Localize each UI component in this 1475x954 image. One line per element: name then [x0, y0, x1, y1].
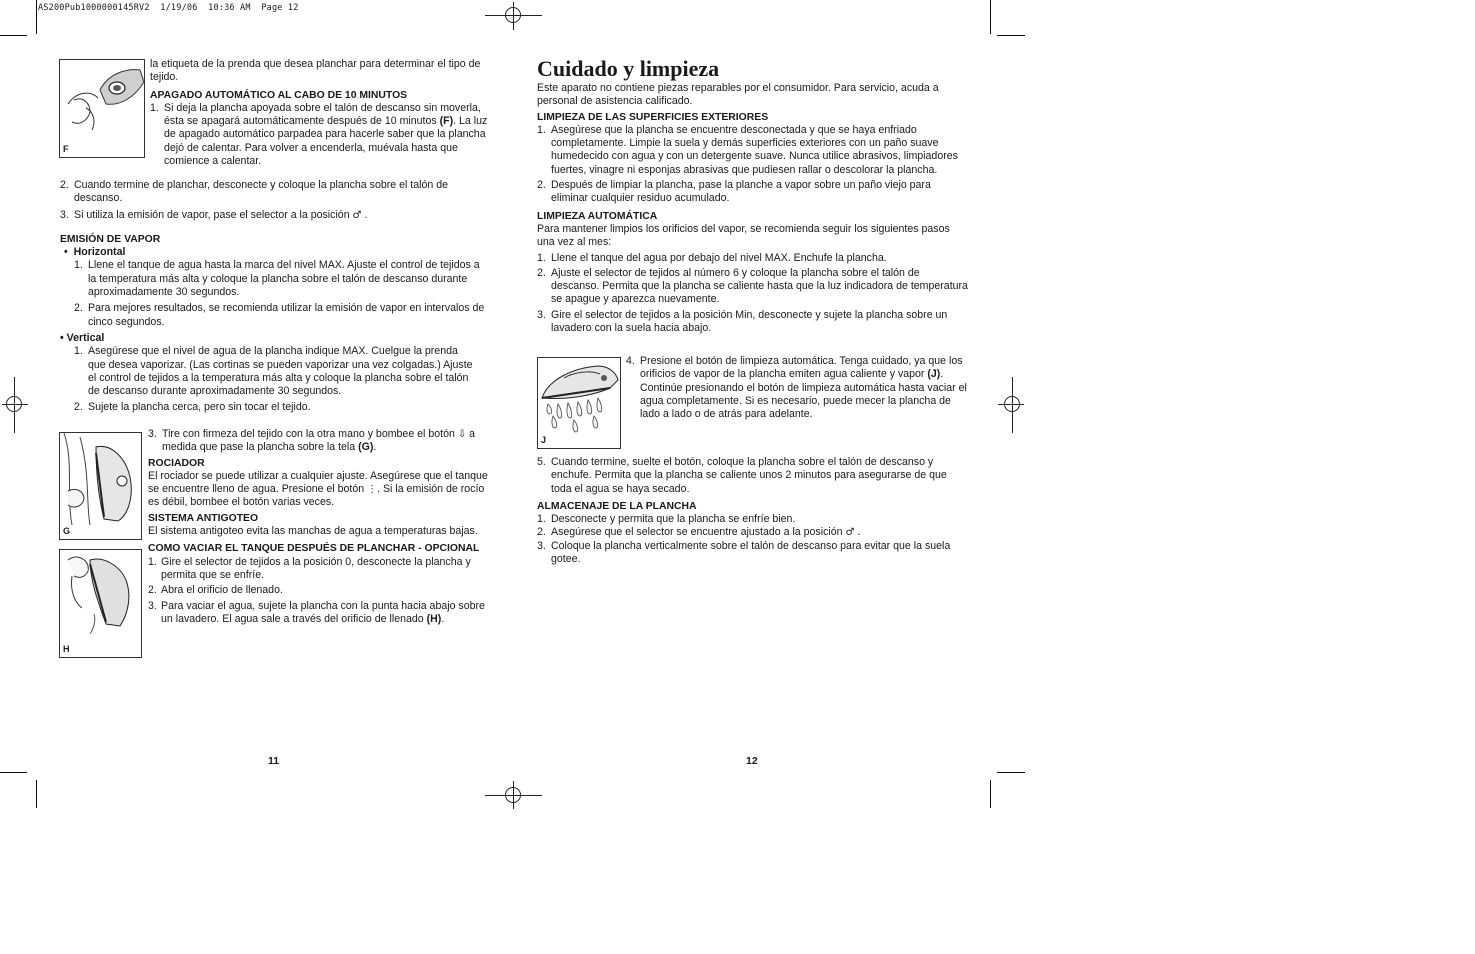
figure-g — [59, 432, 142, 540]
horizontal-list — [60, 259, 485, 328]
list-item: 1. Llene el tanque del agua por debajo del nivel MAX. Enchufe la plancha. — [537, 251, 887, 264]
list-item: 3. Coloque la plancha verticalmente sobre el talón de descanso para evitar que la suela gotee. — [537, 539, 951, 566]
crop-mark — [0, 772, 27, 773]
list-item: 2. Abra el orificio de llenado. — [148, 584, 283, 597]
crop-mark — [0, 35, 27, 36]
print-slug: AS200Pub1000000145RV2 1/19/06 10:36 AM Page 12 — [38, 3, 299, 13]
left-top-block — [150, 58, 490, 168]
left-mid-block — [148, 428, 488, 626]
body-text: Para mantener limpios los orificios del vapor, se recomienda seguir los siguientes pasos una vez al mes: — [537, 222, 950, 249]
figure-label: H — [63, 644, 70, 654]
list-item: 2. Después de limpiar la plancha, pase la planche a vapor sobre un paño viejo para eliminar cualquier residuo acumulado. — [537, 179, 931, 205]
section-heading: ALMACENAJE DE LA PLANCHA — [537, 500, 697, 512]
right-top-block — [537, 82, 969, 335]
vertical-steam-illustration — [60, 433, 141, 525]
page-number: 12 — [746, 755, 758, 767]
crop-mark — [36, 0, 37, 34]
section-heading: COMO VACIAR EL TANQUE DESPUÉS DE PLANCHAR - OPCIONAL — [148, 543, 480, 555]
subheading: • Vertical — [60, 331, 105, 344]
body-text: El sistema antigoteo evita las manchas de agua a temperaturas bajas. — [148, 525, 478, 538]
crop-mark — [997, 772, 1025, 773]
figure-f — [59, 59, 145, 158]
section-heading: EMISIÓN DE VAPOR — [60, 233, 161, 245]
list-item: 1. Gire el selector de tejidos a la posición 0, desconecte la plancha y permita que se enfríe. — [148, 555, 471, 581]
intro-text: la etiqueta de la prenda que desea planchar para determinar el tipo de tejido. — [150, 58, 481, 84]
figure-j — [537, 357, 621, 449]
page-title: Cuidado y limpieza — [537, 56, 720, 81]
list-item: 2. Cuando termine de planchar, desconecte y coloque la plancha sobre el talón de descanso. — [60, 179, 448, 205]
crop-mark — [997, 35, 1025, 36]
list-item: 1. Llene el tanque de agua hasta la marca del nivel MAX. Ajuste el control de tejidos a la temperatura más alta y coloque la plancha sobre el talón de descanso durante aproximadamente 30 segundos. — [74, 259, 480, 299]
page-number: 11 — [268, 755, 280, 767]
list-item: 5. Cuando termine, suelte el botón, coloque la plancha sobre el talón de descanso y enchufe. Permita que la plancha se caliente unos 2 minutos para asegurarse de que toda el agua se haya secado. — [537, 456, 947, 495]
section-heading: APAGADO AUTOMÁTICO AL CABO DE 10 MINUTOS — [150, 89, 408, 101]
section-heading: LIMPIEZA DE LAS SUPERFICIES EXTERIORES — [537, 111, 769, 123]
list-item: 1. Asegúrese que la plancha se encuentre desconectada y que se haya enfriado completamente. Limpie la suela y demás superficies exteriores con un paño suave humedecido con agua y con un detergente suave. Nunca utilice abrasivos, limpiadores fuertes, vinagre ni esponjas abrasivas que pudiesen rallar o descolorar la plancha. — [537, 123, 958, 176]
right-step4-block — [626, 355, 968, 421]
subheading: • Horizontal — [64, 246, 126, 259]
section-heading: LIMPIEZA AUTOMÁTICA — [537, 210, 658, 222]
section-heading: ROCIADOR — [148, 457, 205, 469]
burst-button-icon: ⇩ — [457, 429, 467, 440]
crop-mark — [990, 0, 991, 34]
figure-label: J — [541, 435, 547, 445]
list-item: 3. Gire el selector de tejidos a la posición Min, desconecte y sujete la plancha sobre un lavadero con la suela hacia abajo. — [537, 308, 948, 335]
list-item: 3. Para vaciar el agua, sujete la plancha con la punta hacia abajo sobre un lavadero. El agua sale a través del orificio de llenado (H). — [148, 599, 485, 625]
steam-symbol-icon: ♂ — [352, 209, 362, 221]
iron-dial-illustration — [60, 60, 144, 140]
list-item: 2. Sujete la plancha cerca, pero sin tocar el tejido. — [74, 401, 311, 414]
body-text: El rociador se puede utilizar a cualquier ajuste. Asegúrese que el tanque se encuentre lleno de agua. Presione el botón ⋮. Si la emisión de rocío es débil, bombee el botón varias veces. — [148, 469, 488, 509]
figure-h — [59, 549, 142, 658]
right-bottom-block — [537, 456, 969, 566]
list-item: 3. Tire con firmeza del tejido con la otra mano y bombee el botón ⇩ a medida que pase la plancha sobre la tela (G). — [148, 428, 476, 454]
figure-label: G — [63, 526, 71, 536]
steam-symbol-icon: ♂ — [845, 527, 855, 539]
crop-mark — [36, 780, 37, 808]
list-item: 4. Presione el botón de limpieza automática. Tenga cuidado, ya que los orificios de vapor de la plancha emiten agua caliente y vapor (J). Continúe presionando el botón de limpieza automática hasta vaciar el agua completamente. Si es necesario, puede mecer la plancha de lado a lado o de atrás para adelante. — [626, 355, 967, 421]
list-item: 1. Si deja la plancha apoyada sobre el talón de descanso sin moverla, ésta se apagará automáticamente después de 10 minutos (F). La luz de apagado automático parpadea para hacerle saber que la plancha dejó de calentar. Para volver a encenderla, muévala hasta que comience a calentar. — [150, 101, 488, 168]
intro-text: Este aparato no contiene piezas reparables por el consumidor. Para servicio, acuda a personal de asistencia calificado. — [537, 82, 939, 108]
self-clean-illustration — [538, 358, 620, 434]
crop-mark — [990, 780, 991, 808]
vertical-list — [60, 345, 474, 414]
section-heading: SISTEMA ANTIGOTEO — [148, 512, 259, 524]
list-item: 2. Ajuste el selector de tejidos al número 6 y coloque la plancha sobre el talón de descanso. Permita que la plancha se caliente hasta que la luz indicadora de temperatura se apague y aparezca nuevamente. — [537, 266, 968, 306]
left-steps-block — [60, 179, 485, 415]
spray-button-icon: ⋮ — [367, 484, 378, 496]
emptying-tank-illustration — [60, 550, 141, 634]
list-item: 1. Desconecte y permita que la plancha se enfríe bien. — [537, 513, 796, 526]
list-item: 2. Para mejores resultados, se recomienda utilizar la emisión de vapor en intervalos de cinco segundos. — [74, 302, 485, 328]
list-item: 3. Si utiliza la emisión de vapor, pase el selector a la posición ♂ . — [60, 208, 368, 221]
list-item: 2. Asegúrese que el selector se encuentre ajustado a la posición ♂ . — [537, 526, 861, 539]
figure-label: F — [63, 144, 69, 154]
list-item: 1. Asegúrese que el nivel de agua de la plancha indique MAX. Cuelgue la prenda que desea vaporizar. (Las cortinas se pueden vaporizar una vez colgadas.) Ajuste el control de tejidos a la temperatura más alta y coloque la plancha sobre el talón de descanso durante aproximadamente 30 segundos. — [74, 345, 473, 398]
